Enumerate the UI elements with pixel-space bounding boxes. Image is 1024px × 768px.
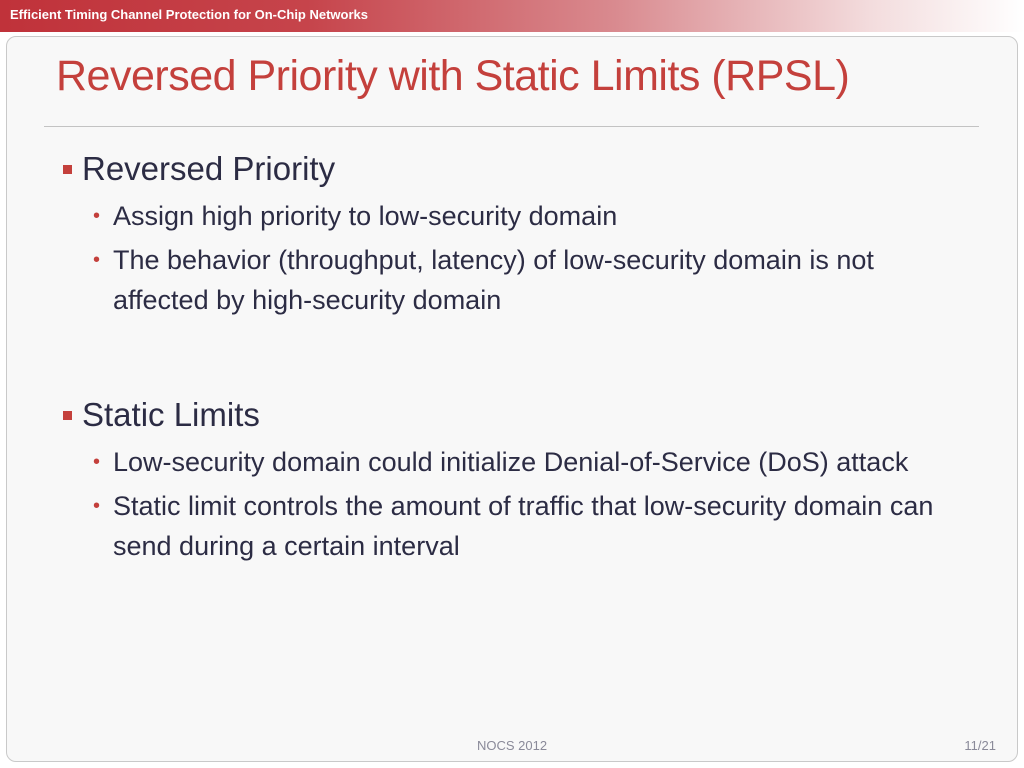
section-heading-text: Static Limits xyxy=(82,396,260,433)
list-item xyxy=(60,240,960,320)
dot-bullet-icon: • xyxy=(93,249,101,271)
slide-title: Reversed Priority with Static Limits (RPSL) xyxy=(56,52,850,100)
list-item xyxy=(60,196,960,236)
list-item xyxy=(60,486,960,566)
bullet-list xyxy=(60,146,960,566)
list-item xyxy=(60,442,960,482)
list-item-text: The behavior (throughput, latency) of low-security domain is not affected by high-security domain xyxy=(113,245,874,315)
section-heading-reversed-priority xyxy=(60,146,960,192)
footer-conference: NOCS 2012 xyxy=(476,738,548,753)
list-item-text: Static limit controls the amount of traffic that low-security domain can send during a certain interval xyxy=(113,491,934,561)
page-number: 11/21 xyxy=(964,738,996,753)
dot-bullet-icon: • xyxy=(93,451,101,473)
title-divider xyxy=(44,126,979,127)
dot-bullet-icon: • xyxy=(93,205,101,227)
dot-bullet-icon: • xyxy=(93,495,101,517)
square-bullet-icon xyxy=(63,411,72,420)
square-bullet-icon xyxy=(63,165,72,174)
list-item-text: Low-security domain could initialize Denial-of-Service (DoS) attack xyxy=(113,447,909,477)
presentation-title: Efficient Timing Channel Protection for On-Chip Networks xyxy=(10,7,369,22)
header-bar xyxy=(0,0,1024,32)
list-item-text: Assign high priority to low-security domain xyxy=(113,201,618,231)
section-heading-static-limits xyxy=(60,392,960,438)
section-heading-text: Reversed Priority xyxy=(82,150,336,187)
section-spacer xyxy=(60,320,960,392)
